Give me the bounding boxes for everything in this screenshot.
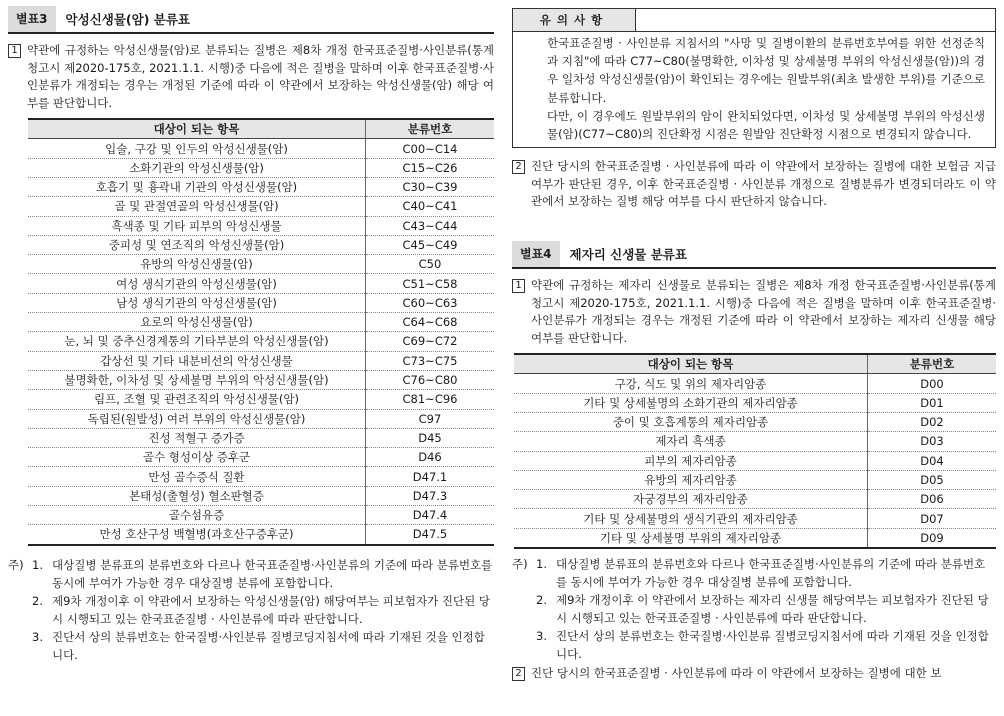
- table-row: [28, 158, 494, 177]
- note-text: 진단서 상의 분류번호는 한국질병·사인분류 질병코딩지침서에 따라 기재된 것을 인정합니다.: [52, 629, 485, 662]
- table-header-code: 분류번호: [868, 354, 997, 374]
- table-row: [514, 490, 996, 509]
- table-row: [514, 470, 996, 489]
- note-number: 1.: [32, 557, 43, 572]
- notes-label: [512, 591, 536, 627]
- row-item: 유방의 제자리암종: [514, 470, 868, 489]
- table-row: [28, 332, 494, 351]
- row-code: C43~C44: [366, 216, 495, 235]
- note-item: [512, 591, 996, 627]
- row-item: 눈, 뇌 및 중추신경계통의 기타부분의 악성신생물(암): [28, 332, 366, 351]
- table-row: [28, 351, 494, 370]
- row-item: 골수섬유증: [28, 506, 366, 525]
- section-header-table3: [8, 6, 494, 34]
- row-code: D09: [868, 528, 997, 548]
- notes-label: [512, 627, 536, 663]
- table-row: [514, 374, 996, 393]
- note-item: [8, 556, 494, 592]
- row-code: D45: [366, 428, 495, 447]
- note-text: 제9차 개정이후 이 약관에서 보장하는 악성신생물(암) 해당여부는 피보험자가 진단된 당시 시행되고 있는 한국표준질병 · 사인분류에 따라 판단합니다.: [52, 593, 491, 626]
- row-item: 만성 골수증식 질환: [28, 467, 366, 486]
- table-row: [28, 139, 494, 158]
- note-text: 대상질병 분류표의 분류번호와 다르나 한국표준질병·사인분류의 기준에 따라 분류번호를 동시에 부여가 가능한 경우 대상질병 분류에 포함합니다.: [52, 557, 493, 590]
- table-row: [28, 216, 494, 235]
- table-row: [514, 451, 996, 470]
- section-header-table4: [512, 241, 996, 269]
- section-tag: 별표3: [8, 6, 56, 32]
- row-code: C81~C96: [366, 390, 495, 409]
- table-row: [28, 255, 494, 274]
- row-code: C45~C49: [366, 235, 495, 254]
- row-item: 중이 및 호흡계통의 제자리암종: [514, 412, 868, 431]
- left-column: [8, 0, 494, 664]
- row-code: C15~C26: [366, 158, 495, 177]
- row-item: 기타 및 상세불명의 생식기관의 제자리암종: [514, 509, 868, 528]
- note-text: 제9차 개정이후 이 약관에서 보장하는 제자리 신생물 해당여부는 피보험자가 진단된 당시 시행되고 있는 한국표준질병 · 사인분류에 따라 판단합니다.: [556, 593, 989, 626]
- row-item: 남성 생식기관의 악성신생물(암): [28, 293, 366, 312]
- row-code: D03: [868, 432, 997, 451]
- clause-paragraph: [8, 42, 494, 112]
- clause-text: 진단 당시의 한국표준질병 · 사인분류에 따라 이 약관에서 보장하는 질병에 대한 보: [531, 666, 942, 681]
- row-code: D04: [868, 451, 997, 470]
- row-code: C00~C14: [366, 139, 495, 158]
- row-code: C97: [366, 409, 495, 428]
- cancer-classification-table: [28, 118, 494, 545]
- row-code: C51~C58: [366, 274, 495, 293]
- caution-text-1: 한국표준질병 · 사인분류 지침서의 "사망 및 질병이환의 분류번호부여를 위한 선정준칙과 지침"에 따라 C77~C80(불명확한, 이차성 및 상세불명 부위의 악성신생물(암))의 경우 일차성 악성신생물(암)이 확인되는 경우에는 원발부위(최초 발생한 부위)를 기준으로 분류합니다.: [547, 36, 985, 105]
- caution-title: 유의사항: [513, 9, 636, 31]
- row-code: D47.5: [366, 525, 495, 545]
- caution-text-2: 다만, 이 경우에도 원발부위의 암이 완치되었다면, 이차성 및 상세불명 부위의 악성신생물(암)(C77~C80)의 진단확정 시점은 원발암 진단확정 시점으로 변경되지 않습니다.: [547, 108, 985, 142]
- clause-number-box: 1: [512, 279, 525, 293]
- table-row: [28, 197, 494, 216]
- row-item: 진성 적혈구 증가증: [28, 428, 366, 447]
- notes-label: 주): [8, 557, 24, 572]
- row-item: 독립된(원발성) 여러 부위의 악성신생물(암): [28, 409, 366, 428]
- row-code: C64~C68: [366, 313, 495, 332]
- table-row: [28, 313, 494, 332]
- note-number: 2.: [536, 593, 547, 608]
- row-code: D47.1: [366, 467, 495, 486]
- row-item: 피부의 제자리암종: [514, 451, 868, 470]
- row-code: D01: [868, 393, 997, 412]
- table-row: [28, 428, 494, 447]
- row-code: C76~C80: [366, 370, 495, 389]
- row-code: D00: [868, 374, 997, 393]
- clause-number-box: 2: [512, 667, 525, 681]
- row-code: D07: [868, 509, 997, 528]
- note-number: 2.: [32, 593, 43, 608]
- row-code: D47.3: [366, 486, 495, 505]
- clause-paragraph: [512, 277, 996, 347]
- caution-box: [512, 8, 996, 148]
- note-number: 1.: [536, 557, 547, 572]
- section-title: 제자리 신생물 분류표: [569, 247, 687, 262]
- right-column: [512, 0, 996, 683]
- table-row: [28, 525, 494, 545]
- row-item: 골수 형성이상 증후군: [28, 448, 366, 467]
- note-text: 대상질병 분류표의 분류번호와 다르나 한국표준질병·사인분류의 기준에 따라 분류번호를 동시에 부여가 가능한 경우 대상질병 분류에 포함합니다.: [556, 557, 986, 590]
- row-item: 림프, 조혈 및 관련조직의 악성신생물(암): [28, 390, 366, 409]
- notes-block: [512, 555, 996, 663]
- table-row: [28, 486, 494, 505]
- row-code: D46: [366, 448, 495, 467]
- table-header-item: 대상이 되는 항목: [28, 119, 366, 139]
- table-row: [514, 509, 996, 528]
- row-item: 본태성(출혈성) 혈소판혈증: [28, 486, 366, 505]
- table-row: [28, 467, 494, 486]
- notes-label: [8, 628, 32, 664]
- table-row: [28, 370, 494, 389]
- section-title: 악성신생물(암) 분류표: [65, 12, 190, 27]
- row-code: C50: [366, 255, 495, 274]
- row-code: C73~C75: [366, 351, 495, 370]
- note-item: [512, 555, 996, 591]
- note-text: 진단서 상의 분류번호는 한국질병·사인분류 질병코딩지침서에 따라 기재된 것을 인정합니다.: [556, 629, 989, 662]
- row-item: 호흡기 및 흉곽내 기관의 악성신생물(암): [28, 177, 366, 196]
- row-item: 기타 및 상세불명의 소화기관의 제자리암종: [514, 393, 868, 412]
- row-item: 요로의 악성신생물(암): [28, 313, 366, 332]
- note-item: [8, 592, 494, 628]
- row-code: D05: [868, 470, 997, 489]
- row-item: 기타 및 상세불명 부위의 제자리암종: [514, 528, 868, 548]
- clause-text: 진단 당시의 한국표준질병 · 사인분류에 따라 이 약관에서 보장하는 질병에 대한 보험금 지급여부가 판단된 경우, 이후 한국표준질병 · 사인분류 개정으로 질병분류가 변경되더라도 이 약관에서 보장하는 질병 해당 여부를 다시 판단하지 않습니다.: [531, 159, 996, 209]
- row-item: 제자리 흑색종: [514, 432, 868, 451]
- row-item: 여성 생식기관의 악성신생물(암): [28, 274, 366, 293]
- table-row: [28, 390, 494, 409]
- clause-number-box: 1: [8, 44, 21, 58]
- notes-block: [8, 556, 494, 664]
- row-item: 유방의 악성신생물(암): [28, 255, 366, 274]
- clause-text: 약관에 규정하는 악성신생물(암)로 분류되는 질병은 제8차 개정 한국표준질병·사인분류(통계청고시 제2020-175호, 2021.1.1. 시행)중 다음에 적은 질병을 말하며 이후 한국표준질병·사인분류가 개정되는 경우는 개정된 기준에 따라 이 약관에서 보장하는 악성신생물(암) 해당 여부를 판단합니다.: [27, 43, 494, 110]
- row-item: 불명확한, 이차성 및 상세불명 부위의 악성신생물(암): [28, 370, 366, 389]
- clause-paragraph: [512, 158, 996, 211]
- table-row: [28, 177, 494, 196]
- row-item: 골 및 관절연골의 악성신생물(암): [28, 197, 366, 216]
- note-item: [512, 627, 996, 663]
- table-row: [28, 409, 494, 428]
- table-header-item: 대상이 되는 항목: [514, 354, 868, 374]
- table-row: [514, 412, 996, 431]
- table-header-code: 분류번호: [366, 119, 495, 139]
- row-code: C40~C41: [366, 197, 495, 216]
- note-number: 3.: [536, 629, 547, 644]
- row-item: 입술, 구강 및 인두의 악성신생물(암): [28, 139, 366, 158]
- note-item: [8, 628, 494, 664]
- table-row: [28, 293, 494, 312]
- table-row: [28, 274, 494, 293]
- clause-text: 약관에 규정하는 제자리 신생물로 분류되는 질병은 제8차 개정 한국표준질병·사인분류(통계청고시 제2020-175호, 2021.1.1. 시행)중 다음에 적은 질병을 말하며 이후 한국표준질병·사인분류가 개정되는 경우는 개정된 기준에 따라 이 약관에서 보장하는 제자리 신생물 해당 여부를 판단합니다.: [531, 278, 996, 345]
- row-item: 중피성 및 연조직의 악성신생물(암): [28, 235, 366, 254]
- row-code: C60~C63: [366, 293, 495, 312]
- notes-label: [8, 592, 32, 628]
- row-item: 자궁경부의 제자리암종: [514, 490, 868, 509]
- row-item: 흑색종 및 기타 피부의 악성신생물: [28, 216, 366, 235]
- table-row: [514, 432, 996, 451]
- table-row: [28, 235, 494, 254]
- clause-number-box: 2: [512, 160, 525, 174]
- table-row: [514, 393, 996, 412]
- in-situ-classification-table: [514, 353, 996, 549]
- row-code: D47.4: [366, 506, 495, 525]
- table-row: [514, 528, 996, 548]
- row-item: 소화기관의 악성신생물(암): [28, 158, 366, 177]
- notes-label: 주): [512, 557, 528, 572]
- table-row: [28, 448, 494, 467]
- row-code: C30~C39: [366, 177, 495, 196]
- clause-paragraph: [512, 665, 996, 683]
- row-code: D06: [868, 490, 997, 509]
- row-item: 갑상선 및 기타 내분비선의 악성신생물: [28, 351, 366, 370]
- row-item: 구강, 식도 및 위의 제자리암종: [514, 374, 868, 393]
- section-tag: 별표4: [512, 241, 560, 267]
- row-item: 만성 호산구성 백혈병(과호산구증후군): [28, 525, 366, 545]
- table-row: [28, 506, 494, 525]
- row-code: D02: [868, 412, 997, 431]
- note-number: 3.: [32, 629, 43, 644]
- row-code: C69~C72: [366, 332, 495, 351]
